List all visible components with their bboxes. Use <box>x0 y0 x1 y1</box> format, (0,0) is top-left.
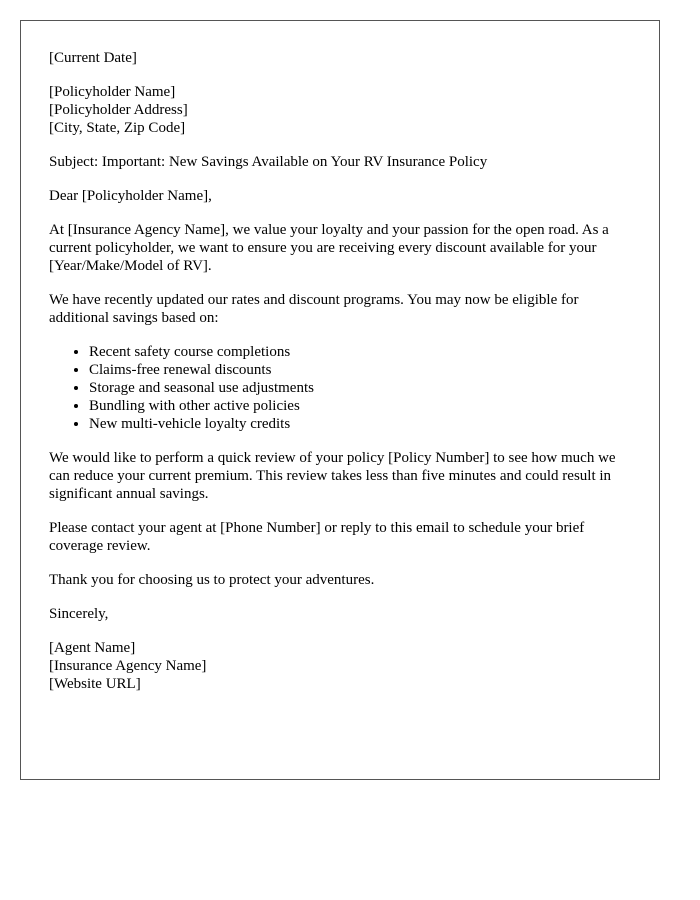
letter-closing: Sincerely, <box>49 606 109 622</box>
list-item: • Recent safety course completions <box>89 343 631 361</box>
agent-name: [Agent Name] <box>49 640 136 656</box>
letter-salutation: Dear [Policyholder Name], <box>49 188 212 204</box>
recipient-name: [Policyholder Name] <box>49 84 176 100</box>
letter-subject: Subject: Important: New Savings Available on Your RV Insurance Policy <box>49 154 488 170</box>
list-item: • New multi-vehicle loyalty credits <box>89 415 631 433</box>
recipient-address-block <box>49 83 631 137</box>
body-paragraph-thanks: Thank you for choosing us to protect your adventures. <box>49 572 375 588</box>
body-paragraph-review: We would like to perform a quick review of your policy [Policy Number] to see how much we can reduce your current premium. This review takes less than five minutes and could result in significant annual savings. <box>49 450 616 502</box>
body-paragraph-contact: Please contact your agent at [Phone Number] or reply to this email to schedule your brief coverage review. <box>49 520 585 554</box>
recipient-city-state-zip: [City, State, Zip Code] <box>49 120 186 136</box>
letter-date: [Current Date] <box>49 50 137 66</box>
website-url: [Website URL] <box>49 676 141 692</box>
discount-list <box>49 343 631 433</box>
signature-block <box>49 639 631 693</box>
list-item: • Storage and seasonal use adjustments <box>89 379 631 397</box>
body-paragraph-discounts: We have recently updated our rates and discount programs. You may now be eligible for additional savings based on: <box>49 292 579 326</box>
body-paragraph-intro: At [Insurance Agency Name], we value your loyalty and your passion for the open road. As a current policyholder, we want to ensure you are receiving every discount available for your [Year/Make/Model of RV]. <box>49 222 609 274</box>
list-item: • Claims-free renewal discounts <box>89 361 631 379</box>
list-item: • Bundling with other active policies <box>89 397 631 415</box>
agency-name: [Insurance Agency Name] <box>49 658 207 674</box>
recipient-address: [Policyholder Address] <box>49 102 188 118</box>
letter-page <box>20 20 660 780</box>
